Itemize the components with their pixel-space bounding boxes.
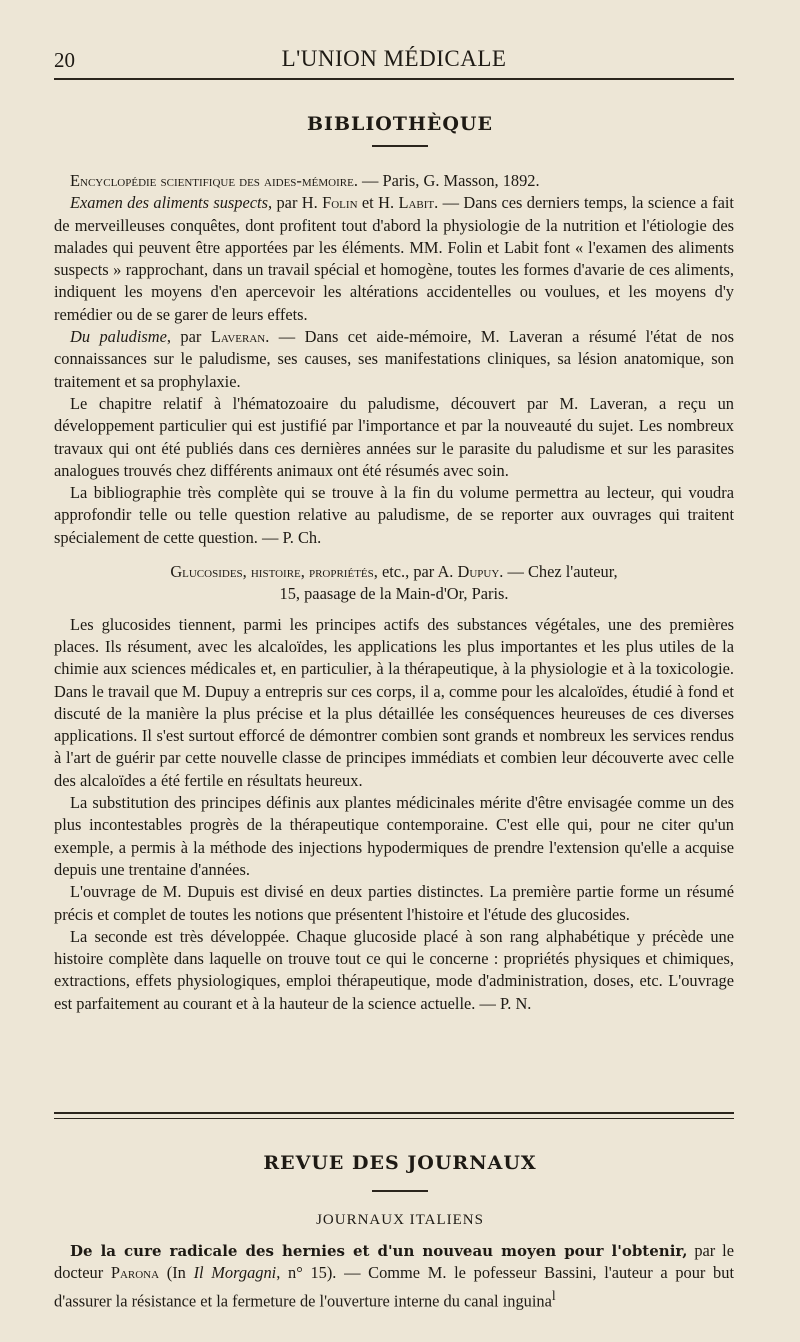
author-name: Dupuy: [457, 562, 500, 582]
text-span: . — Chez l'auteur,: [499, 562, 618, 582]
footnote-marker: l: [551, 1287, 556, 1303]
review-paludisme: [54, 326, 734, 393]
entry-heading-encyclopedie: [54, 170, 734, 192]
section-short-rule: [372, 145, 428, 147]
revue-body: [54, 1240, 734, 1312]
section-title-revue: REVUE DES JOURNAUX: [263, 1152, 537, 1174]
bibliotheque-body: [54, 170, 734, 1015]
author-name: Labit: [398, 193, 435, 213]
article-title: De la cure radicale des hernies et d'un nouveau moyen pour l'obtenir,: [70, 1242, 688, 1260]
review-text: . — Dans ces derniers temps, la science a fait de merveilleuses conquêtes, dont profitent tout d'abord la physiologie de la nutrition et l'étiologie des malades qui peuvent être apportées par les éléments. MM. Folin et Labit font « l'examen des aliments suspects » rapprochant, dans un travail spécial et homogène, toutes les formes d'avarie de ces aliments, indiquent les moyens d'en apercevoir les altérations accidentelles ou voulues, et les moyens d'y remédier ou de se garer de leurs effets.: [54, 193, 734, 324]
entry-heading-rest: — Paris, G. Masson, 1892.: [357, 171, 540, 190]
text-span: et H.: [357, 193, 399, 213]
text-span: , par H.: [267, 193, 323, 213]
journal-name: Il Morgagni: [193, 1263, 277, 1283]
text-span: (In: [159, 1263, 194, 1283]
text-span: par le docteur: [54, 1241, 734, 1283]
entry-heading-smallcaps: Glucosides, histoire, propriétés,: [170, 562, 378, 582]
paragraph: L'ouvrage de M. Dupuis est divisé en deux parties distinctes. La première partie forme un résumé précis et complet de toutes les notions que présentent l'histoire et l'étude des glucosides.: [54, 882, 734, 924]
author-name: Laveran: [210, 327, 266, 347]
text-span: etc., par A.: [377, 562, 458, 582]
page-number: 20: [54, 48, 75, 72]
entry-address: 15, paasage de la Main-d'Or, Paris.: [279, 584, 509, 604]
header-rule: [54, 78, 734, 80]
section-double-rule: [54, 1112, 734, 1119]
book-title: Examen des aliments suspects: [70, 193, 268, 213]
section-title-bibliotheque: BIBLIOTHÈQUE: [307, 113, 493, 135]
author-name: Parona: [110, 1263, 160, 1283]
section-short-rule: [372, 1190, 428, 1192]
paragraph: La seconde est très développée. Chaque glucoside placé à son rang alphabétique y précède une histoire complète dans laquelle on trouve tout ce qui le concerne : propriétés physiques et chimiques, extractions, effets physiologiques, emploi thérapeutique, mode d'administration, doses, etc. L'ouvrage est parfaitement au courant et à la hauteur de la science actuelle. — P. N.: [54, 926, 734, 1013]
section-subtitle: JOURNAUX ITALIENS: [316, 1212, 484, 1228]
paragraph: La bibliographie très complète qui se trouve à la fin du volume permettra au lecteur, qui voudra approfondir telle ou telle question relative au paludisme, de se reporter aux ouvrages qui traitent spécialement de cette question. — P. Ch.: [54, 483, 734, 547]
paragraph: La substitution des principes définis aux plantes médicinales mérite d'être envisagée comme un des plus incontestables progrès de la thérapeutique contemporaine. C'est elle qui, pour ne citer qu'un exemple, a permis à la méthode des injections hypodermiques de prendre l'extension qu'elle a acquise depuis une trentaine d'années.: [54, 793, 734, 879]
book-title: Du paludisme: [70, 327, 167, 347]
running-header: [54, 44, 734, 74]
text-span: , par: [166, 327, 211, 347]
article-text: , n° 15). — Comme M. le pofesseur Bassini, l'auteur a pour but d'assurer la résistance et la fermeture de l'ouverture interne du canal inguina: [54, 1263, 734, 1311]
entry-heading-smallcaps: Encyclopédie scientifique des aides-mémoire.: [70, 171, 358, 190]
paragraph: Le chapitre relatif à l'hématozoaire du paludisme, découvert par M. Laveran, a reçu un développement particulier qui est justifié par l'importance et par la nouveauté du sujet. Les nombreux travaux qui ont été publiés dans ces dernières années sur le parasite du paludisme et sur les parasites analogues trouvés chez différents animaux ont été résumés avec soin.: [54, 393, 734, 480]
paragraph: Les glucosides tiennent, parmi les principes actifs des substances végétales, une des premières places. Ils résument, avec les alcaloïdes, les applications les plus importantes et les plus utiles de la chimie aux sciences médicales et, en particulier, à la thérapeutique, à la physiologie et à la toxicologie. Dans le travail que M. Dupuy a entrepris sur ces corps, il a, comme pour les alcaloïdes, étudié à fond et discuté de la manière la plus précise et la plus détaillée les conséquences heureuses de ces diverses applications. Il s'est surtout efforcé de démontrer combien sont grands et nombreux les services rendus à l'art de guérir par cette nouvelle classe de principes immédiats et combien leur découverte avec celle des alcaloïdes a été fertile en résultats heureux.: [54, 614, 734, 790]
journal-title: L'UNION MÉDICALE: [281, 46, 507, 71]
entry-heading-glucosides: [54, 561, 734, 606]
review-aliments: [54, 192, 734, 326]
author-name: Folin: [322, 193, 358, 213]
article-paragraph: [54, 1240, 734, 1312]
review-text: . — Dans cet aide-mémoire, M. Laveran a résumé l'état de nos connaissances sur le paludisme, ses causes, ses manifestations cliniques, sa lésion anatomique, son traitement et sa prophylaxie.: [54, 327, 734, 391]
